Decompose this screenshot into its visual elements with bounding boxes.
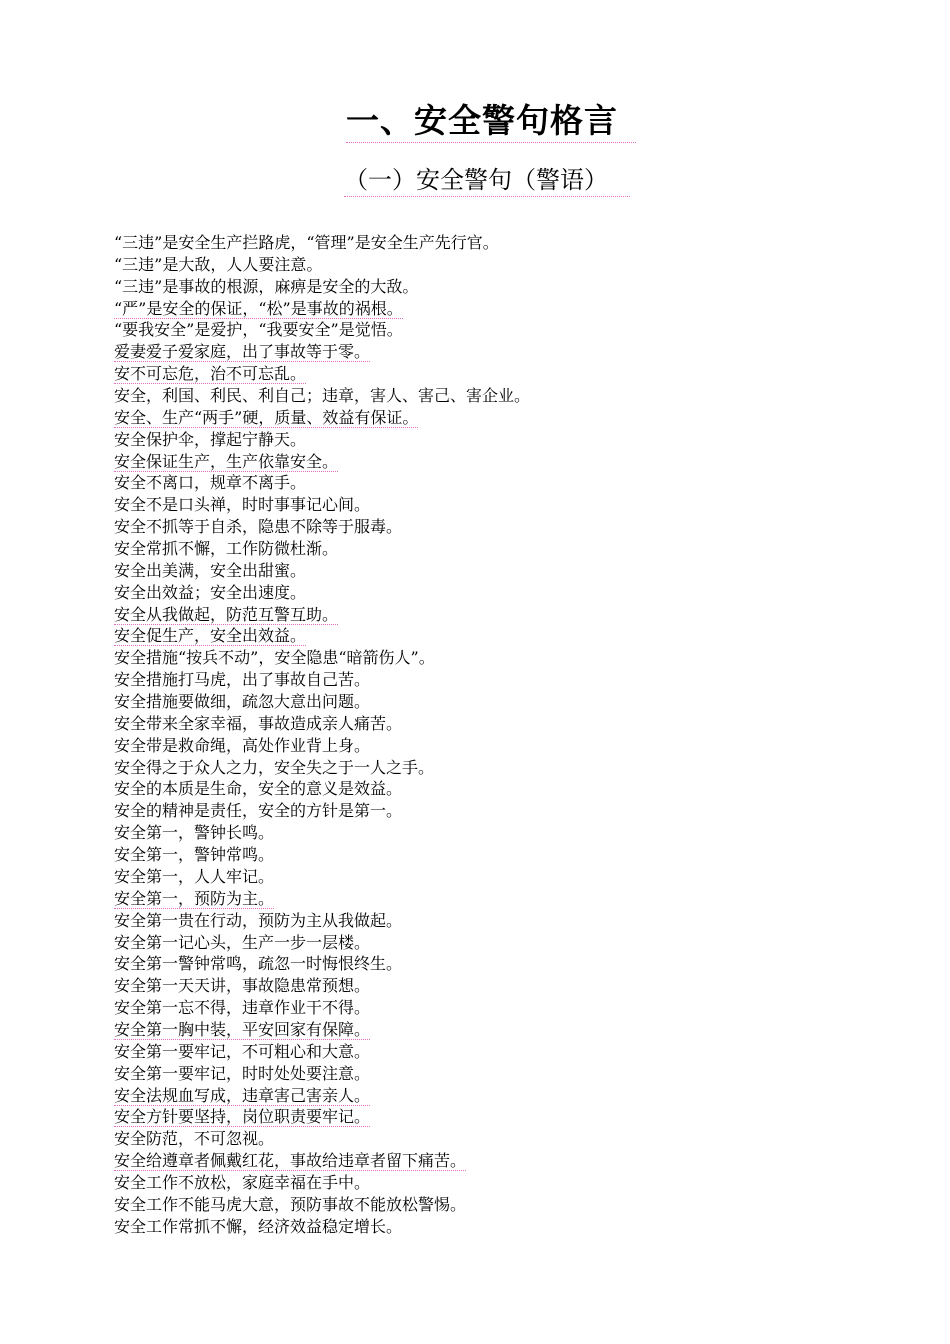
slogan-line: 安全方针要坚持，岗位职责要牢记。 [114,1107,371,1127]
slogan-line: 安全带来全家幸福，事故造成亲人痛苦。 [114,713,403,733]
slogan-line: 安全第一，人人牢记。 [114,866,275,886]
slogan-line: 安全常抓不懈，工作防微杜渐。 [114,539,339,559]
document-title: 一、安全警句格言 [346,100,636,143]
slogan-line: “三违”是事故的根源，麻痹是安全的大敌。 [114,276,419,296]
slogan-line: 安全保护伞，撑起宁静天。 [114,429,307,449]
slogan-line: 安全第一要牢记，时时处处要注意。 [114,1063,371,1083]
slogan-line: 安全措施打马虎，出了事故自己苦。 [114,670,371,690]
slogan-line: 安全出效益；安全出速度。 [114,582,307,602]
slogan-line: 安全第一天天讲，事故隐患常预想。 [114,976,371,996]
slogan-line: “三违”是大敌，人人要注意。 [114,254,323,274]
slogan-line: 安全工作不放松，家庭幸福在手中。 [114,1172,371,1192]
slogan-line: 安全不离口，规章不离手。 [114,473,307,493]
slogan-line: 安全第一胸中装，平安回家有保障。 [114,1019,371,1039]
slogan-line: 安全给遵章者佩戴红花，事故给违章者留下痛苦。 [114,1151,467,1171]
slogan-line: 安全第一警钟常鸣，疏忽一时悔恨终生。 [114,954,403,974]
slogan-line: 安不可忘危，治不可忘乱。 [114,364,307,384]
slogan-line: 安全的本质是生命，安全的意义是效益。 [114,779,403,799]
slogan-line: 安全、生产“两手”硬，质量、效益有保证。 [114,407,419,427]
slogan-line: 安全第一记心头，生产一步一层楼。 [114,932,371,952]
slogan-line: 安全出美满，安全出甜蜜。 [114,560,307,580]
slogan-line: 安全不是口头禅，时时事事记心间。 [114,495,371,515]
slogan-line: 安全促生产，安全出效益。 [114,626,307,646]
slogan-line: 安全得之于众人之力，安全失之于一人之手。 [114,757,435,777]
slogan-line: 安全，利国、利民、利自己；违章，害人、害己、害企业。 [114,386,531,406]
slogan-line: 安全第一，警钟常鸣。 [114,845,275,865]
slogan-line: “三违”是安全生产拦路虎，“管理”是安全生产先行官。 [114,233,499,252]
section-subtitle: （一）安全警句（警语） [344,164,630,197]
slogan-line: “要我安全”是爱护，“我要安全”是觉悟。 [114,320,403,340]
slogan-line: 安全带是救命绳，高处作业背上身。 [114,735,371,755]
slogan-line: 安全第一要牢记，不可粗心和大意。 [114,1041,371,1061]
slogan-line: 安全的精神是责任，安全的方针是第一。 [114,801,403,821]
slogan-line: 安全不抓等于自杀，隐患不除等于服毒。 [114,517,403,537]
slogan-line: 安全第一忘不得，违章作业干不得。 [114,998,371,1018]
slogan-list [114,232,530,1238]
slogan-line: 安全工作不能马虎大意，预防事故不能放松警惕。 [114,1194,467,1214]
slogan-line: 安全工作常抓不懈，经济效益稳定增长。 [114,1216,403,1236]
slogan-line: 安全从我做起，防范互警互助。 [114,604,339,624]
slogan-line: 安全第一，警钟长鸣。 [114,823,275,843]
slogan-line: 安全法规血写成，违章害己害亲人。 [114,1085,371,1105]
slogan-line: 安全保证生产，生产依靠安全。 [114,451,339,471]
slogan-line: “严”是安全的保证，“松”是事故的祸根。 [114,298,403,318]
slogan-line: 安全第一，预防为主。 [114,888,275,908]
slogan-line: 安全防范，不可忽视。 [114,1129,275,1149]
slogan-line: 爱妻爱子爱家庭，出了事故等于零。 [114,342,371,362]
slogan-line: 安全措施“按兵不动”，安全隐患“暗箭伤人”。 [114,648,435,668]
slogan-line: 安全措施要做细，疏忽大意出问题。 [114,692,371,712]
slogan-line: 安全第一贵在行动，预防为主从我做起。 [114,910,403,930]
